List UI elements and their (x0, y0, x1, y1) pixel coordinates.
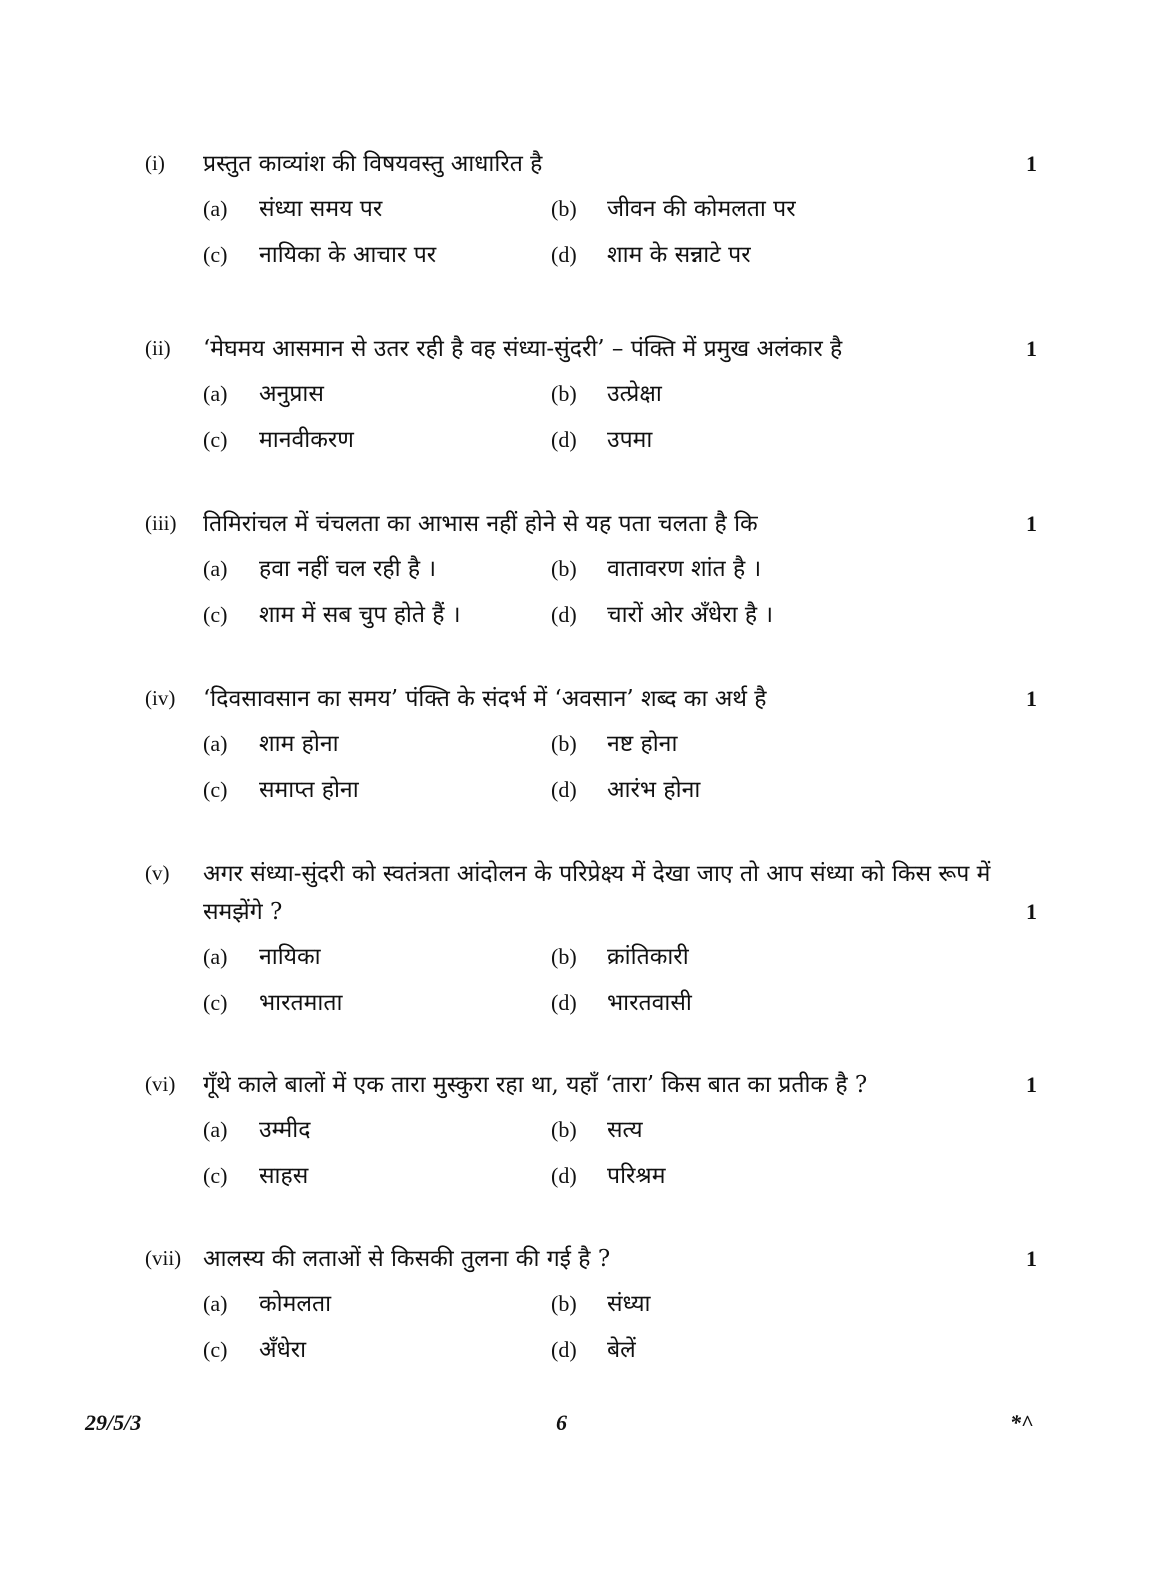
question-number: (i) (145, 151, 165, 175)
option-label: (a) (203, 1117, 228, 1142)
question-text: प्रस्तुत काव्यांश की विषयवस्तु आधारित है (203, 151, 543, 177)
option-text: उम्मीद (259, 1117, 311, 1143)
option-text: परिश्रम (607, 1163, 666, 1189)
page-number: 6 (556, 1410, 567, 1435)
option-label: (c) (203, 990, 228, 1015)
option-label: (b) (551, 196, 577, 221)
option-c (203, 1158, 308, 1190)
option-text: अँधेरा (259, 1337, 307, 1363)
option-label: (c) (203, 602, 228, 627)
option-text: शाम में सब चुप होते हैं । (259, 602, 461, 628)
option-label: (b) (551, 1291, 577, 1316)
question-marks: 1 (1026, 511, 1037, 536)
question-marks: 1 (1026, 151, 1037, 176)
option-label: (d) (551, 427, 577, 452)
question-number: (v) (145, 861, 170, 885)
option-c (203, 597, 461, 629)
option-a (203, 1112, 310, 1144)
option-text: चारों ओर अँधेरा है । (607, 602, 774, 628)
option-text: हवा नहीं चल रही है । (259, 556, 437, 582)
option-label: (b) (551, 944, 577, 969)
option-text: नष्ट होना (607, 731, 678, 757)
option-text: समाप्त होना (259, 777, 359, 803)
question-marks: 1 (1026, 336, 1037, 361)
question-number: (iv) (145, 686, 176, 710)
question-marks: 1 (1026, 1072, 1037, 1097)
option-text: अनुप्रास (259, 381, 324, 407)
question-text: ‘मेघमय आसमान से उतर रही है वह संध्या-सुंदरी’ – पंक्ति में प्रमुख अलंकार है (203, 336, 843, 362)
question-text: आलस्य की लताओं से किसकी तुलना की गई है ? (203, 1246, 611, 1272)
question-text: अगर संध्या-सुंदरी को स्वतंत्रता आंदोलन के परिप्रेक्ष्य में देखा जाए तो आप संध्या को किस रूप में समझेंगे ? (203, 861, 991, 925)
option-text: उत्प्रेक्षा (607, 381, 662, 407)
option-label: (c) (203, 427, 228, 452)
option-label: (d) (551, 602, 577, 627)
option-c (203, 422, 354, 454)
option-b (551, 1112, 643, 1144)
option-a (203, 726, 339, 758)
option-label: (a) (203, 1291, 228, 1316)
option-label: (b) (551, 1117, 577, 1142)
option-d (551, 1332, 636, 1364)
option-b (551, 191, 796, 223)
option-b (551, 1286, 651, 1318)
option-text: मानवीकरण (259, 427, 354, 453)
option-d (551, 772, 700, 804)
question-text: गूँथे काले बालों में एक तारा मुस्कुरा रहा था, यहाँ ‘तारा’ किस बात का प्रतीक है ? (203, 1072, 868, 1098)
option-text: शाम के सन्नाटे पर (607, 242, 751, 268)
footer-mark: *^ (1010, 1410, 1034, 1435)
option-label: (d) (551, 990, 577, 1015)
option-d (551, 597, 773, 629)
option-text: जीवन की कोमलता पर (607, 196, 796, 222)
option-label: (b) (551, 381, 577, 406)
option-label: (a) (203, 944, 228, 969)
option-text: नायिका के आचार पर (259, 242, 437, 268)
question-marks: 1 (1026, 899, 1037, 924)
option-c (203, 985, 342, 1017)
option-text: साहस (259, 1163, 309, 1189)
option-text: भारतमाता (259, 990, 343, 1016)
option-c (203, 237, 436, 269)
option-a (203, 551, 436, 583)
option-a (203, 1286, 331, 1318)
option-text: आरंभ होना (607, 777, 701, 803)
option-label: (d) (551, 242, 577, 267)
option-c (203, 772, 359, 804)
option-c (203, 1332, 306, 1364)
question-text: ‘दिवसावसान का समय’ पंक्ति के संदर्भ में ‘अवसान’ शब्द का अर्थ है (203, 686, 767, 712)
option-label: (b) (551, 731, 577, 756)
option-text: संध्या (607, 1291, 651, 1317)
option-d (551, 237, 751, 269)
question-number: (iii) (145, 511, 177, 535)
option-text: कोमलता (259, 1291, 332, 1317)
option-label: (a) (203, 556, 228, 581)
question-number: (vi) (145, 1072, 176, 1096)
option-text: सत्य (607, 1117, 643, 1143)
option-b (551, 551, 761, 583)
option-label: (a) (203, 196, 228, 221)
option-text: क्रांतिकारी (607, 944, 689, 970)
option-label: (c) (203, 1163, 228, 1188)
question-marks: 1 (1026, 686, 1037, 711)
option-text: बेलें (607, 1337, 636, 1363)
option-a (203, 191, 382, 223)
paper-code: 29/5/3 (85, 1410, 142, 1435)
option-text: उपमा (607, 427, 653, 453)
question-text: तिमिरांचल में चंचलता का आभास नहीं होने से यह पता चलता है कि (203, 511, 758, 537)
question-number: (vii) (145, 1246, 182, 1270)
option-label: (a) (203, 731, 228, 756)
question-marks: 1 (1026, 1246, 1037, 1271)
option-label: (d) (551, 777, 577, 802)
option-label: (c) (203, 777, 228, 802)
question-number: (ii) (145, 336, 171, 360)
option-b (551, 939, 689, 971)
option-label: (d) (551, 1163, 577, 1188)
option-label: (c) (203, 1337, 228, 1362)
option-label: (d) (551, 1337, 577, 1362)
option-text: वातावरण शांत है । (607, 556, 762, 582)
option-label: (b) (551, 556, 577, 581)
option-a (203, 939, 321, 971)
option-text: संध्या समय पर (259, 196, 383, 222)
option-label: (a) (203, 381, 228, 406)
option-text: भारतवासी (607, 990, 692, 1016)
option-d (551, 985, 692, 1017)
option-label: (c) (203, 242, 228, 267)
option-b (551, 376, 662, 408)
option-d (551, 1158, 665, 1190)
option-text: शाम होना (259, 731, 339, 757)
option-text: नायिका (259, 944, 321, 970)
option-a (203, 376, 324, 408)
option-b (551, 726, 677, 758)
option-d (551, 422, 652, 454)
